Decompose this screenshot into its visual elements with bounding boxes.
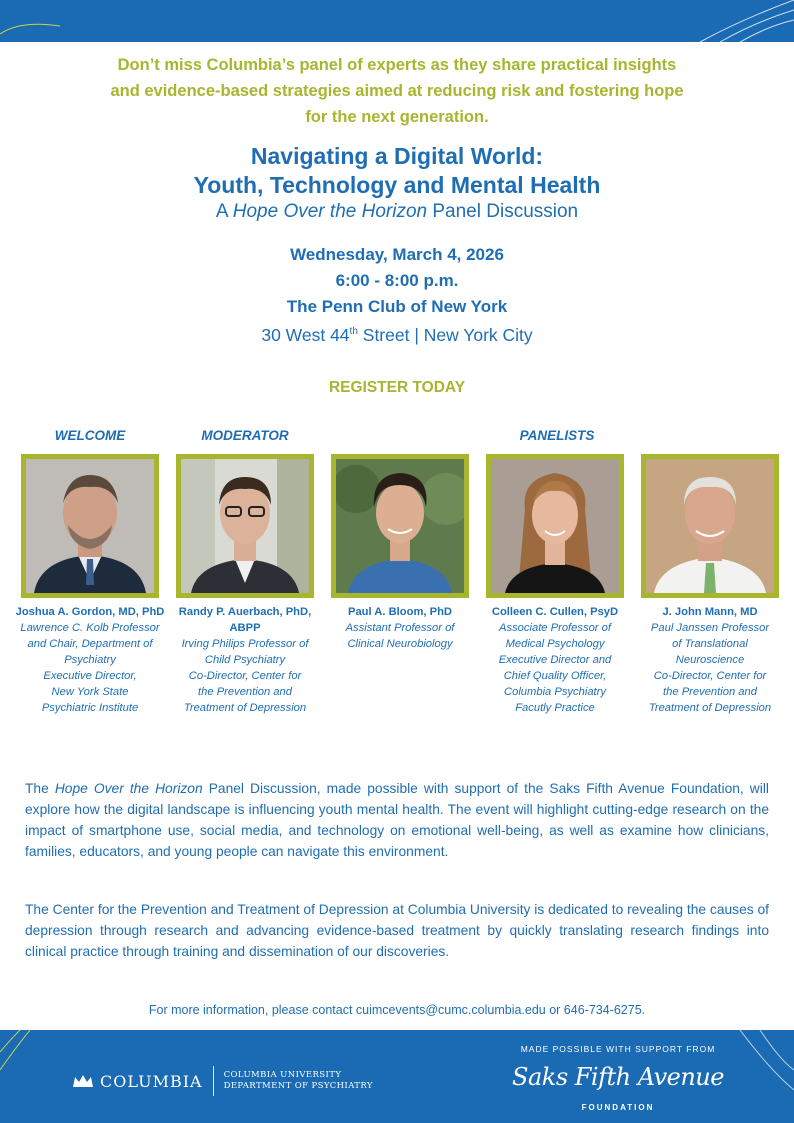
portrait-image — [491, 459, 619, 593]
speaker-name: J. John Mann, MD — [662, 606, 758, 618]
speaker-name: Paul A. Bloom, PhD — [347, 606, 452, 618]
speaker-title-line: Executive Director, — [43, 670, 137, 682]
title-line: Youth, Technology and Mental Health — [193, 172, 601, 198]
speaker-title — [475, 620, 635, 716]
speaker-title-line: Associate Professor of — [499, 622, 611, 634]
intro-line: for the next generation. — [305, 108, 489, 126]
intro-line: and evidence-based strategies aimed at reducing risk and fostering hope — [110, 82, 684, 100]
speaker-title-line: Columbia Psychiatry — [504, 686, 606, 698]
portrait-image — [646, 459, 774, 593]
support-label: MADE POSSIBLE WITH SUPPORT FROM — [520, 1044, 716, 1054]
speaker-photo-auerbach — [176, 454, 314, 598]
speaker-title-line: Chief Quality Officer, — [503, 670, 607, 682]
speaker-title-line: Psychiatry — [64, 654, 116, 666]
speaker-title-line: Clinical Neurobiology — [347, 638, 453, 650]
decorative-lines-top — [0, 0, 794, 42]
role-welcome: WELCOME — [54, 428, 126, 443]
subtitle-prefix: A — [215, 201, 228, 222]
footer-banner — [0, 1030, 794, 1123]
speaker-title-line: Psychiatric Institute — [41, 702, 139, 714]
speaker-name: Randy P. Auerbach, PhD, ABPP — [178, 606, 312, 634]
event-address — [40, 322, 754, 348]
center-paragraph: The Center for the Prevention and Treatment of Depression at Columbia University is dedicated to revealing the causes of depression through research and advancing evidence-based treatment by quickly translating research findings into clinical practice through training and dissemination of our discoveries. — [25, 902, 769, 959]
speaker-photo-mann — [641, 454, 779, 598]
speaker-title — [165, 636, 325, 716]
event-time: 6:00 - 8:00 p.m. — [335, 271, 459, 290]
speaker-title-line: Lawrence C. Kolb Professor — [20, 622, 160, 634]
speaker-title-line: Paul Janssen Professor — [650, 622, 770, 634]
columbia-wordmark: COLUMBIA — [100, 1071, 203, 1091]
intro-text — [40, 52, 754, 130]
department-line: DEPARTMENT OF PSYCHIATRY — [223, 1081, 373, 1091]
subtitle-italic: Hope Over the Horizon — [232, 201, 428, 222]
crown-icon — [72, 1073, 94, 1089]
role-panelists: PANELISTS — [519, 428, 595, 443]
description-paragraph — [25, 778, 769, 862]
logo-divider — [213, 1066, 214, 1096]
speaker-card — [10, 604, 170, 716]
contact-info: For more information, please contact cuimcevents@cumc.columbia.edu or 646-734-6275. — [148, 1003, 646, 1017]
event-title — [40, 142, 754, 200]
speaker-title-line: New York State — [51, 686, 129, 698]
speaker-title-line: Medical Psychology — [505, 638, 605, 650]
speaker-card — [320, 604, 480, 652]
speaker-title-line: Assistant Professor of — [345, 622, 455, 634]
speaker-title-line: of Translational — [672, 638, 748, 650]
speaker-card — [630, 604, 790, 716]
columbia-logo — [72, 1066, 373, 1096]
portrait-image — [26, 459, 154, 593]
sponsor-logo: Saks Fifth Avenue — [512, 1063, 724, 1091]
event-subtitle — [40, 200, 754, 224]
speaker-title-line: Co-Director, Center for — [653, 670, 767, 682]
event-venue: The Penn Club of New York — [286, 297, 508, 316]
address-rest: Street | New York City — [362, 325, 533, 345]
address-sup: th — [349, 326, 358, 338]
speaker-title-line: Treatment of Depression — [183, 702, 307, 714]
address-number: 30 West 44 — [261, 325, 350, 345]
department-line: COLUMBIA UNIVERSITY — [223, 1070, 342, 1080]
department-name — [224, 1070, 373, 1092]
speaker-title-line: Executive Director and — [498, 654, 612, 666]
speaker-title-line: Child Psychiatry — [204, 654, 286, 666]
speaker-title-line: Treatment of Depression — [648, 702, 772, 714]
role-moderator: MODERATOR — [201, 428, 289, 443]
speaker-card — [475, 604, 635, 716]
top-banner — [0, 0, 794, 42]
speaker-title — [630, 620, 790, 716]
paragraph-prefix: The — [25, 781, 49, 796]
speaker-name: Joshua A. Gordon, MD, PhD — [15, 606, 165, 618]
intro-line: Don’t miss Columbia’s panel of experts as they share practical insights — [117, 56, 677, 74]
speaker-title-line: the Prevention and — [663, 686, 757, 698]
sponsor-subtitle: FOUNDATION — [581, 1103, 655, 1112]
speaker-title — [10, 620, 170, 716]
speaker-card — [165, 604, 325, 716]
speaker-title-line: the Prevention and — [198, 686, 292, 698]
paragraph-rest: Panel Discussion, made possible with support of the Saks Fifth Avenue Foundation, will explore how the digital landscape is influencing youth mental health. The event will highlight cutting-edge research on the impact of smartphone use, social media, and technology on emotional well-being, as well as examine how clinicians, families, educators, and young people can navigate this environment. — [25, 781, 769, 859]
title-line: Navigating a Digital World: — [250, 143, 544, 169]
speaker-title-line: Neuroscience — [675, 654, 745, 666]
speaker-title-line: Facutly Practice — [515, 702, 595, 714]
speaker-photo-gordon — [21, 454, 159, 598]
portrait-image — [181, 459, 309, 593]
speaker-photo-cullen — [486, 454, 624, 598]
speaker-title-line: Co-Director, Center for — [188, 670, 302, 682]
speaker-title-line: and Chair, Department of — [27, 638, 153, 650]
event-date: Wednesday, March 4, 2026 — [290, 245, 504, 264]
event-details — [40, 242, 754, 348]
speaker-title — [320, 620, 480, 652]
portrait-image — [336, 459, 464, 593]
paragraph-italic: Hope Over the Horizon — [54, 781, 203, 796]
subtitle-suffix: Panel Discussion — [432, 201, 579, 222]
register-link[interactable]: REGISTER TODAY — [328, 379, 466, 396]
speaker-photo-bloom — [331, 454, 469, 598]
speaker-title-line: Irving Philips Professor of — [181, 638, 309, 650]
speaker-name: Colleen C. Cullen, PsyD — [491, 606, 619, 618]
